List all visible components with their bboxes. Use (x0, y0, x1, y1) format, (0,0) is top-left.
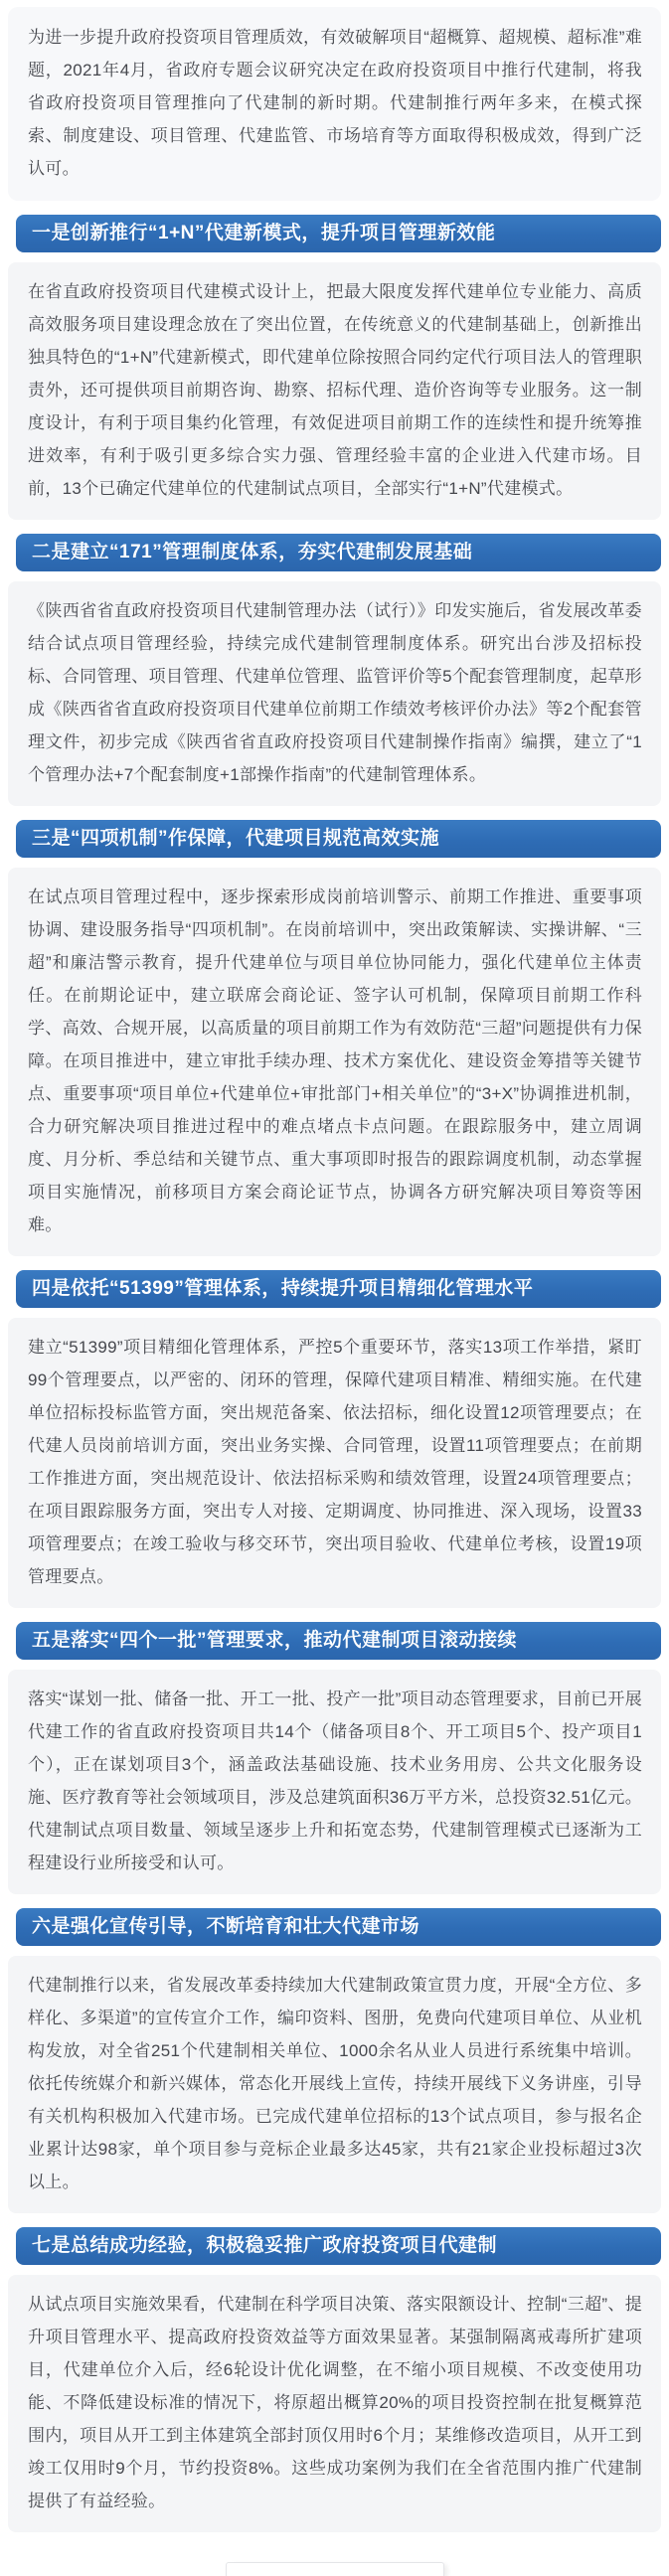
section-2 (0, 534, 669, 806)
section-6-header: 六是强化宣传引导，不断培育和壮大代建市场 (16, 1908, 661, 1946)
section-5-header: 五是落实“四个一批”管理要求，推动代建制项目滚动接续 (16, 1622, 661, 1660)
section-2-body: 《陕西省省直政府投资项目代建制管理办法（试行）》印发实施后，省发展改革委结合试点项目管理经验，持续完成代建制管理制度体系。研究出台涉及招标投标、合同管理、项目管理、代建单位管理、监管评价等5个配套管理制度，起草形成《陕西省省直政府投资项目代建单位前期工作绩效考核评价办法》等2个配套管理文件，初步完成《陕西省省直政府投资项目代建制操作指南》编撰，建立了“1个管理办法+7个配套制度+1部操作指南”的代建制管理体系。 (8, 581, 661, 806)
section-4-header: 四是依托“51399”管理体系，持续提升项目精细化管理水平 (16, 1270, 661, 1308)
section-4 (0, 1270, 669, 1608)
section-3-body: 在试点项目管理过程中，逐步探索形成岗前培训警示、前期工作推进、重要事项协调、建设服务指导“四项机制”。在岗前培训中，突出政策解读、实操讲解、“三超”和廉洁警示教育，提升代建单位与项目单位协同能力，强化代建单位主体责任。在前期论证中，建立联席会商论证、签字认可机制，保障项目前期工作科学、高效、合规开展，以高质量的项目前期工作为有效防范“三超”问题提供有力保障。在项目推进中，建立审批手续办理、技术方案优化、建设资金筹措等关键节点、重要事项“项目单位+代建单位+审批部门+相关单位”的“3+X”协调推进机制，合力研究解决项目推进过程中的难点堵点卡点问题。在跟踪服务中，建立周调度、月分析、季总结和关键节点、重大事项即时报告的跟踪调度机制，动态掌握项目实施情况，前移项目方案会商论证节点，协调各方研究解决项目筹资等困难。 (8, 868, 661, 1256)
section-6 (0, 1908, 669, 2213)
section-6-body: 代建制推行以来，省发展改革委持续加大代建制政策宣贯力度，开展“全方位、多样化、多渠道”的宣传宣介工作，编印资料、图册，免费向代建项目单位、从业机构发放，对全省251个代建制相关单位、1000余名从业人员进行系统集中培训。依托传统媒介和新兴媒体，常态化开展线上宣传，持续开展线下义务讲座，引导有关机构积极加入代建市场。已完成代建单位招标的13个试点项目，参与报名企业累计达98家，单个项目参与竞标企业最多达45家，共有21家企业投标超过3次以上。 (8, 1956, 661, 2213)
section-1-header: 一是创新推行“1+N”代建新模式，提升项目管理新效能 (16, 215, 661, 252)
section-4-body: 建立“51399”项目精细化管理体系，严控5个重要环节，落实13项工作举措，紧盯99个管理要点，以严密的、闭环的管理，保障代建项目精准、精细实施。在代建单位招标投标监管方面，突出规范备案、依法招标，细化设置12项管理要点；在代建人员岗前培训方面，突出业务实操、合同管理，设置11项管理要点；在前期工作推进方面，突出规范设计、依法招标采购和绩效管理，设置24项管理要点；在项目跟踪服务方面，突出专人对接、定期调度、协同推进、深入现场，设置33项管理要点；在竣工验收与移交环节，突出项目验收、代建单位考核，设置19项管理要点。 (8, 1318, 661, 1608)
section-7-body: 从试点项目实施效果看，代建制在科学项目决策、落实限额设计、控制“三超”、提升项目管理水平、提高政府投资效益等方面效果显著。某强制隔离戒毒所扩建项目，代建单位介入后，经6轮设计优化调整，在不缩小项目规模、不改变使用功能、不降低建设标准的情况下，将原超出概算20%的项目投资控制在批复概算范围内，项目从开工到主体建筑全部封顶仅用时6个月；某维修改造项目，从开工到竣工仅用时9个月，节约投资8%。这些成功案例为我们在全省范围内推广代建制提供了有益经验。 (8, 2275, 661, 2532)
section-7 (0, 2227, 669, 2532)
section-1 (0, 215, 669, 520)
section-7-header: 七是总结成功经验，积极稳妥推广政府投资项目代建制 (16, 2227, 661, 2265)
bottom-partial-card (226, 2562, 444, 2576)
intro-paragraph: 为进一步提升政府投资项目管理质效，有效破解项目“超概算、超规模、超标准”难题，2021年4月，省政府专题会议研究决定在政府投资项目中推行代建制，将我省政府投资项目管理推向了代建制的新时期。代建制推行两年多来，在模式探索、制度建设、项目管理、代建监管、市场培育等方面取得积极成效，得到广泛认可。 (8, 7, 661, 201)
section-1-body: 在省直政府投资项目代建模式设计上，把最大限度发挥代建单位专业能力、高质高效服务项目建设理念放在了突出位置，在传统意义的代建制基础上，创新推出独具特色的“1+N”代建新模式，即代建单位除按照合同约定代行项目法人的管理职责外，还可提供项目前期咨询、勘察、招标代理、造价咨询等专业服务。这一制度设计，有利于项目集约化管理，有效促进项目前期工作的连续性和提升统筹推进效率，有利于吸引更多综合实力强、管理经验丰富的企业进入代建市场。目前，13个已确定代建单位的代建制试点项目，全部实行“1+N”代建模式。 (8, 262, 661, 520)
section-5 (0, 1622, 669, 1894)
section-3-header: 三是“四项机制”作保障，代建项目规范高效实施 (16, 820, 661, 858)
section-2-header: 二是建立“171”管理制度体系，夯实代建制发展基础 (16, 534, 661, 571)
section-5-body: 落实“谋划一批、储备一批、开工一批、投产一批”项目动态管理要求，目前已开展代建工作的省直政府投资项目共14个（储备项目8个、开工项目5个、投产项目1个），正在谋划项目3个，涵盖政法基础设施、技术业务用房、公共文化服务设施、医疗教育等社会领域项目，涉及总建筑面积36万平方米，总投资32.51亿元。代建制试点项目数量、领域呈逐步上升和拓宽态势，代建制管理模式已逐渐为工程建设行业所接受和认可。 (8, 1670, 661, 1894)
section-3 (0, 820, 669, 1256)
